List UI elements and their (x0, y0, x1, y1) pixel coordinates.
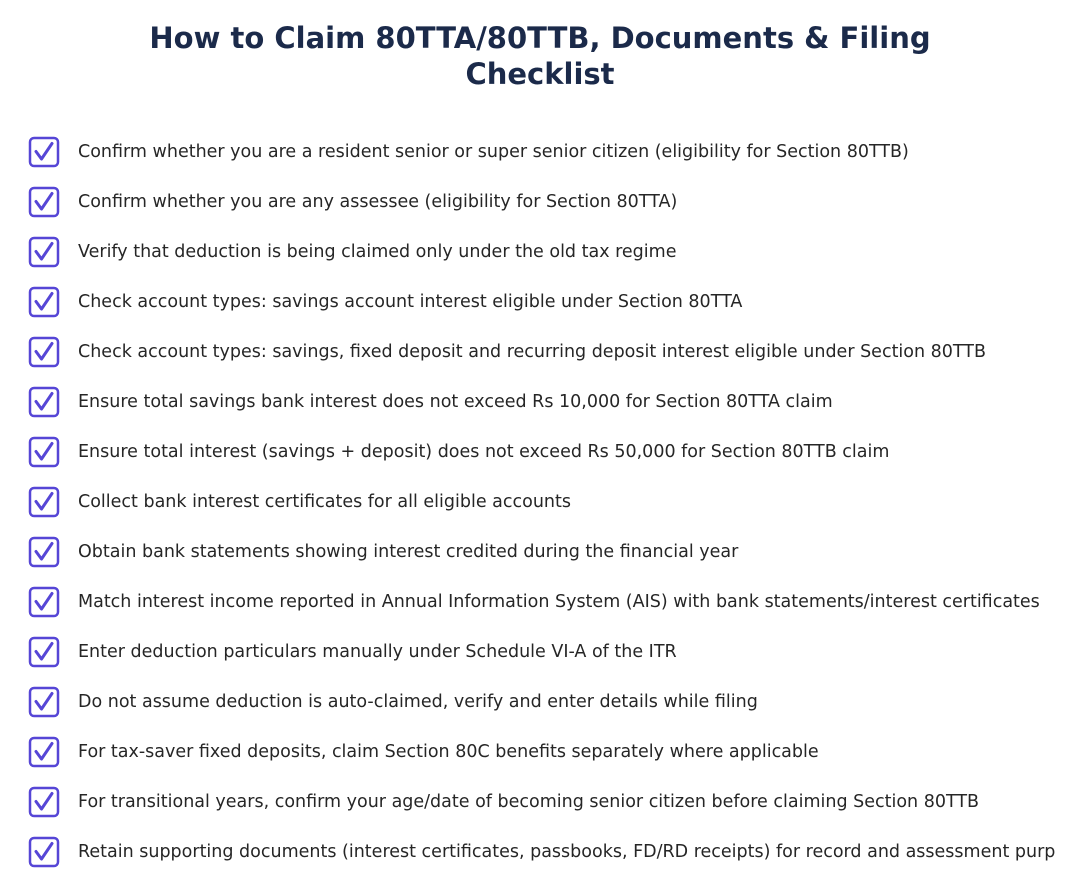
checklist-item (0, 527, 1080, 577)
checklist-item (0, 827, 1080, 877)
checklist-item (0, 727, 1080, 777)
checklist (0, 127, 1080, 877)
checklist-item-text: Check account types: savings account interest eligible under Section 80TTA (78, 292, 743, 312)
checklist-item (0, 577, 1080, 627)
checkbox-checked-icon (28, 386, 60, 418)
checkbox-checked-icon (28, 186, 60, 218)
checklist-item-text: Match interest income reported in Annual Information System (AIS) with bank statements/interest certificates (78, 592, 1040, 612)
checklist-item-text: Confirm whether you are a resident senior or super senior citizen (eligibility for Section 80TTB) (78, 142, 909, 162)
checkbox-checked-icon (28, 736, 60, 768)
checklist-item (0, 177, 1080, 227)
checklist-item-text: For transitional years, confirm your age/date of becoming senior citizen before claiming Section 80TTB (78, 792, 980, 812)
checkbox-checked-icon (28, 536, 60, 568)
checkbox-checked-icon (28, 836, 60, 868)
checkbox-checked-icon (28, 486, 60, 518)
checklist-item-text: Ensure total interest (savings + deposit) does not exceed Rs 50,000 for Section 80TTB claim (78, 442, 890, 462)
checkbox-checked-icon (28, 586, 60, 618)
checkbox-checked-icon (28, 686, 60, 718)
checklist-item (0, 377, 1080, 427)
checklist-item (0, 327, 1080, 377)
checkbox-checked-icon (28, 436, 60, 468)
checkbox-checked-icon (28, 286, 60, 318)
checklist-item (0, 277, 1080, 327)
checklist-item-text: Check account types: savings, fixed deposit and recurring deposit interest eligible under Section 80TTB (78, 342, 987, 362)
checklist-item-text: Obtain bank statements showing interest credited during the financial year (78, 542, 739, 562)
checklist-item (0, 777, 1080, 827)
checklist-item (0, 677, 1080, 727)
checklist-item-text: Retain supporting documents (interest certificates, passbooks, FD/RD receipts) for record and assessment purp (78, 842, 1056, 862)
checklist-item (0, 227, 1080, 277)
checklist-item-text: Verify that deduction is being claimed only under the old tax regime (78, 242, 677, 262)
checkbox-checked-icon (28, 236, 60, 268)
checkbox-checked-icon (28, 786, 60, 818)
checklist-item-text: Enter deduction particulars manually under Schedule VI-A of the ITR (78, 642, 677, 662)
checklist-item-text: For tax-saver fixed deposits, claim Section 80C benefits separately where applicable (78, 742, 819, 762)
checklist-item-text: Collect bank interest certificates for all eligible accounts (78, 492, 571, 512)
page-title: How to Claim 80TTA/80TTB, Documents & Filing Checklist (149, 21, 931, 91)
checkbox-checked-icon (28, 336, 60, 368)
checklist-item (0, 427, 1080, 477)
checklist-item-text: Do not assume deduction is auto-claimed, verify and enter details while filing (78, 692, 758, 712)
checkbox-checked-icon (28, 636, 60, 668)
checklist-item (0, 127, 1080, 177)
checklist-item-text: Ensure total savings bank interest does not exceed Rs 10,000 for Section 80TTA claim (78, 392, 833, 412)
checklist-item-text: Confirm whether you are any assessee (eligibility for Section 80TTA) (78, 192, 678, 212)
checkbox-checked-icon (28, 136, 60, 168)
checklist-item (0, 477, 1080, 527)
checklist-item (0, 627, 1080, 677)
